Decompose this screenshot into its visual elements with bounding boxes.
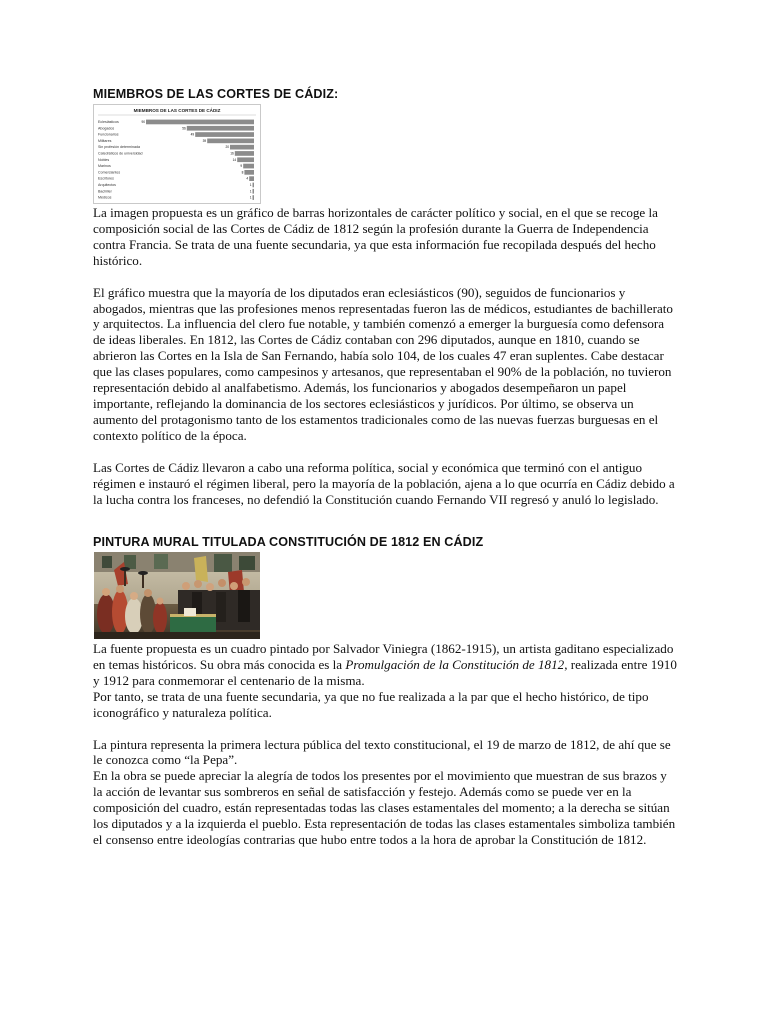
chart-category-label: Sin profesión determinada	[98, 145, 140, 150]
paragraph-1: La imagen propuesta es un gráfico de barras horizontales de carácter político y social, en el que se recoge la composición social de las Cortes de Cádiz de 1812 según la profesión durante la Guerra de Independencia contra Francia. Se trata de una fuente secundaria, ya que esta información fue recopilada después del hecho histórico.	[93, 205, 658, 268]
chart-value-label: 1	[249, 189, 252, 194]
chart-category-label: Bachiller	[98, 189, 112, 194]
chart-category-label: Marinos	[98, 164, 111, 169]
chart-bar	[243, 164, 254, 169]
chart-category-label: Comerciantes	[98, 170, 121, 175]
chart-bar	[253, 195, 255, 200]
chart-value-label: 14	[232, 157, 237, 162]
chart-value-label: 20	[225, 145, 229, 150]
section-title-cortes: MIEMBROS DE LAS CORTES DE CÁDIZ:	[93, 87, 339, 101]
chart-bar	[207, 139, 254, 144]
chart-category-label: Escritores	[98, 176, 114, 181]
section-title-pintura: PINTURA MURAL TITULADA CONSTITUCIÓN DE 1812 EN CÁDIZ	[93, 535, 484, 549]
painting-illustration	[94, 552, 260, 639]
chart-image	[93, 104, 261, 204]
chart-bar	[253, 183, 255, 188]
chart-category-label: Catedráticos de universidad	[98, 151, 143, 156]
paragraph-3: Las Cortes de Cádiz llevaron a cabo una reforma política, social y económica que terminó con el antiguo régimen e instauró el régimen liberal, pero la mayoría de la población, ajena a lo que ocurría en Cádiz debido a la lucha contra los franceses, no defendió la Constitución cuando Fernando VII regresó y anuló lo legislado.	[93, 459, 675, 507]
chart-title: MIEMBROS DE LAS CORTES DE CÁDIZ	[133, 108, 221, 113]
bar-chart	[94, 105, 260, 203]
chart-bar	[187, 126, 254, 131]
chart-bar	[235, 151, 254, 156]
chart-category-label: Médicos	[98, 195, 112, 200]
chart-value-label: 56	[182, 126, 186, 131]
chart-value-label: 1	[249, 183, 252, 187]
paragraph-2: El gráfico muestra que la mayoría de los diputados eran eclesiásticos (90), seguidos de funcionarios y abogados, mientras que las profesiones menos representadas fueron las de médicos, estudiantes de bachillerato y arquitectos. La influencia del clero fue notable, y también comenzó a emerger la burguesía como defensora de ideas liberales. En 1812, las Cortes de Cádiz contaban con 296 diputados, aunque en 1810, cuando se abrieron las Cortes en la Isla de San Fernando, había solo 104, de los cuales 47 eran suplentes. Cabe destacar que las clases populares, como campesinos y artesanos, que representaban el 90% de la población, no tuvieron representación debido al analfabetismo. Además, los funcionarios y abogados desempeñaron un papel importante, reflejando la dominancia de los sectores eclesiásticos y jurídicos. Por último, se observa un aumento del protagonismo tanto de los estamentos tradicionales como de las nuevas fuerzas burguesas en el contexto político de la época.	[93, 284, 673, 443]
chart-bar	[241, 170, 254, 175]
paragraph-5: Por tanto, se trata de una fuente secundaria, ya que no fue realizada a la par que el hecho histórico, de tipo iconográfico y naturaleza política.	[93, 688, 649, 720]
chart-bar	[146, 120, 254, 125]
paragraph-4-start: La fuente propuesta es un cuadro pintado por Salvador Viniegra (1862-1915), un artista gaditano especializado en temas históricos. Su obra más conocida es la	[93, 641, 674, 672]
section2-text	[93, 641, 677, 848]
paragraph-4	[93, 641, 677, 689]
chart-value-label: 49	[190, 132, 195, 137]
chart-bar	[195, 132, 254, 137]
chart-bar	[253, 189, 255, 194]
chart-value-label: 90	[141, 120, 145, 124]
section1-text	[93, 205, 677, 507]
chart-bar	[237, 157, 254, 162]
chart-value-label: 39	[202, 138, 207, 143]
chart-value-label: 9	[240, 164, 243, 169]
paragraph-6: La pintura representa la primera lectura pública del texto constitucional, el 19 de marzo de 1812, de ahí que se le conozca como “la Pepa”.	[93, 736, 671, 768]
chart-value-label: 8	[241, 170, 244, 175]
paragraph-4-end: , realizada entre 1910 y 1912 para conmemorar el centenario de la misma.	[93, 656, 677, 688]
chart-category-label: Eclesiásticos	[98, 120, 119, 124]
chart-category-label: Abogados	[98, 126, 115, 131]
chart-bar	[249, 176, 254, 181]
chart-bar	[230, 145, 254, 150]
chart-category-label: Nobles	[98, 157, 110, 162]
chart-category-label: Funcionarios	[98, 132, 119, 137]
chart-category-label: Arquitectos	[98, 183, 116, 187]
paragraph-7: En la obra se puede apreciar la alegría de todos los presentes por el movimiento que muestran de sus brazos y la acción de levantar sus sombreros en señal de satisfacción y festejo. Además como se puede ver en la composición del cuadro, están representadas todas las clases estamentales del momento; a la derecha se sitúan los diputados y a la izquierda el pueblo. Esta representación de todas las clases estamentales simboliza también el consenso entre ideologías contrarias que hubo entre todos a la hora de aprobar la Constitución de 1812.	[93, 768, 676, 847]
chart-value-label: 1	[249, 195, 252, 200]
chart-value-label: 4	[246, 176, 249, 181]
chart-category-label: Militares	[98, 138, 112, 143]
painting-image	[94, 552, 260, 639]
chart-value-label: 16	[230, 151, 234, 156]
artwork-title: Promulgación de la Constitución de 1812	[345, 656, 565, 672]
